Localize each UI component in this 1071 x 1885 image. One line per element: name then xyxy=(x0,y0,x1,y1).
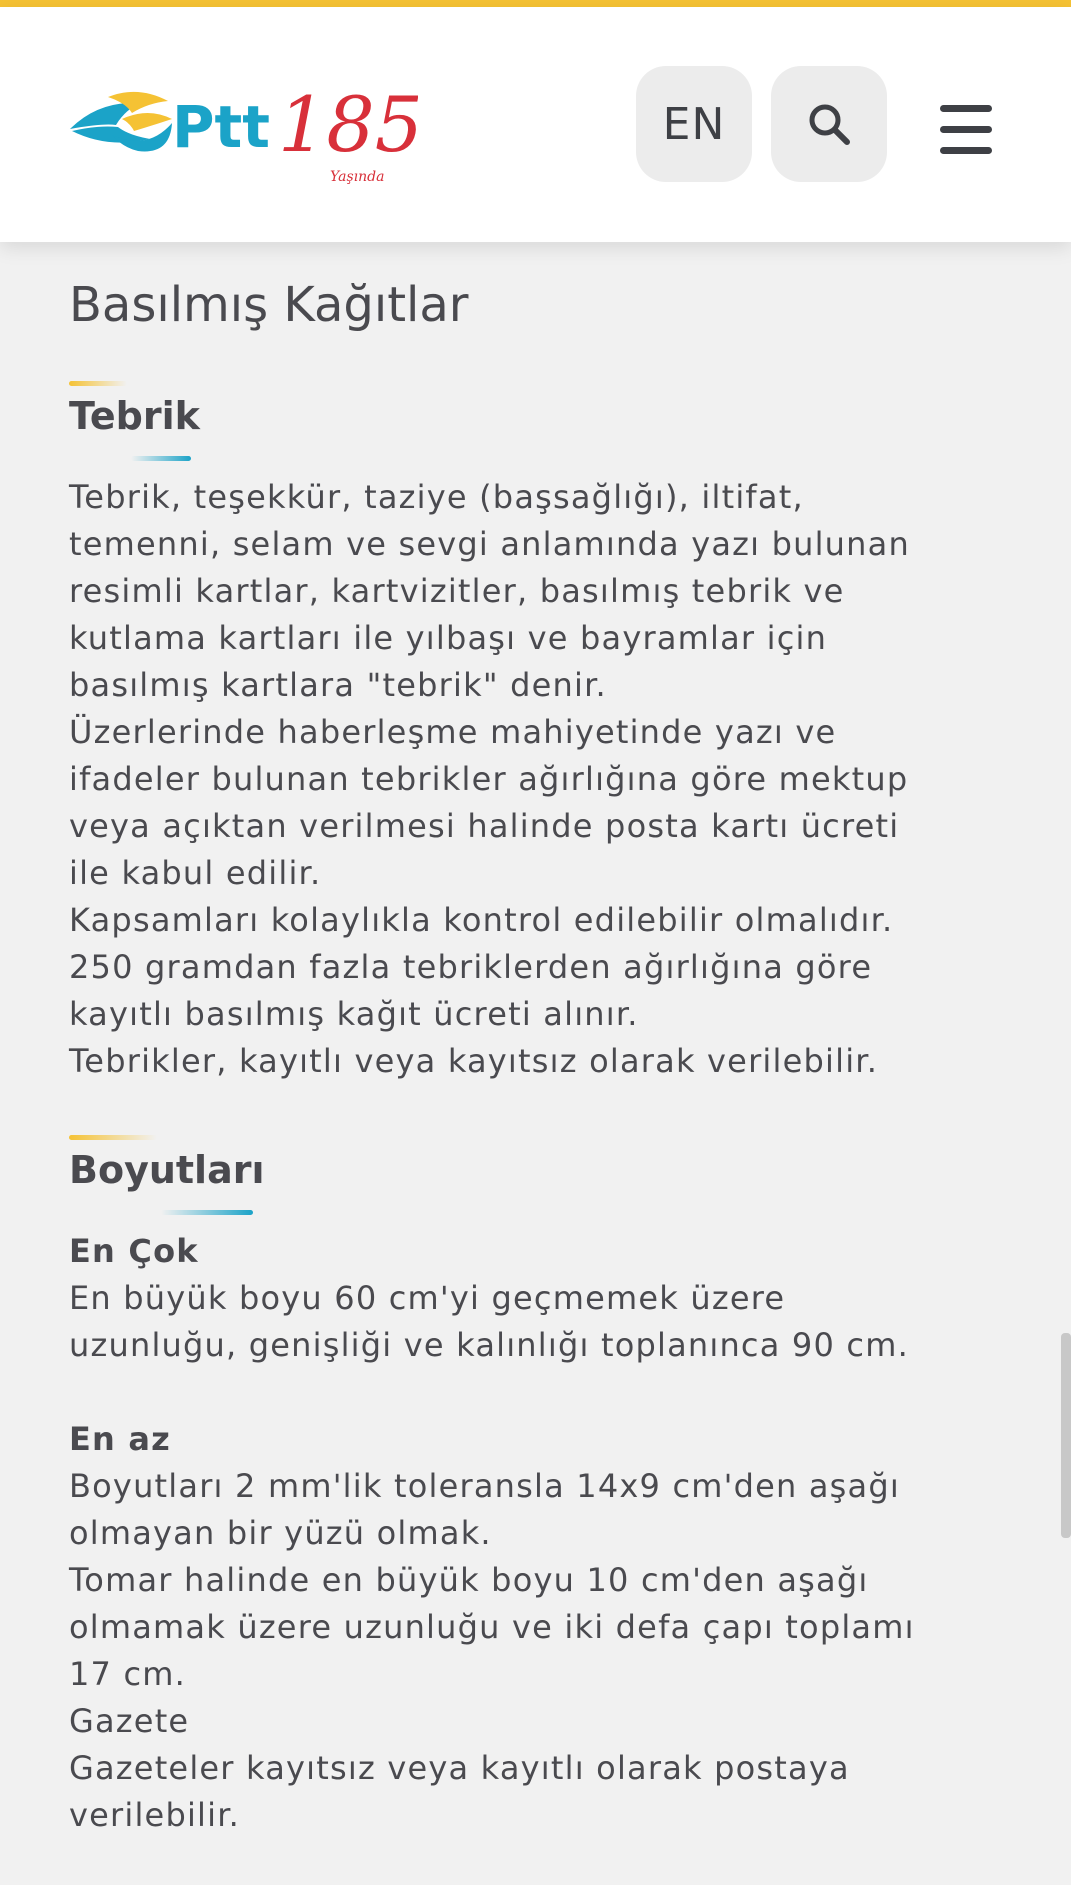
logo-number: 185 xyxy=(278,80,418,169)
logo-text: Ptt xyxy=(172,93,270,161)
text-line: olmamak üzere uzunluğu ve iki defa çapı toplamı xyxy=(69,1608,915,1646)
text-line: Kapsamları kolaylıkla kontrol edilebilir olmalıdır. xyxy=(69,901,894,939)
section-body-boyutlari xyxy=(69,1228,915,1839)
section-accent-bottom xyxy=(131,456,191,461)
search-icon xyxy=(807,102,851,146)
text-line: Tebrikler, kayıtlı veya kayıtsız olarak verilebilir. xyxy=(69,1042,879,1080)
text-line: Tebrik, teşekkür, taziye (başsağlığı), iltifat, xyxy=(69,478,804,516)
language-label: EN xyxy=(662,98,726,150)
logo-subtext: Yaşında xyxy=(330,169,385,185)
text-line: basılmış kartlara "tebrik" denir. xyxy=(69,666,607,704)
language-button[interactable] xyxy=(636,66,752,182)
text-line: kayıtlı basılmış kağıt ücreti alınır. xyxy=(69,995,639,1033)
text-line: uzunluğu, genişliği ve kalınlığı toplanınca 90 cm. xyxy=(69,1326,909,1364)
page-title: Basılmış Kağıtlar xyxy=(69,277,469,333)
search-button[interactable] xyxy=(771,66,887,182)
top-accent-bar xyxy=(0,0,1071,7)
text-line: En büyük boyu 60 cm'yi geçmemek üzere xyxy=(69,1279,786,1317)
spacer xyxy=(69,1369,915,1416)
text-line: Üzerlerinde haberleşme mahiyetinde yazı ve xyxy=(69,713,837,751)
text-line: resimli kartlar, kartvizitler, basılmış tebrik ve xyxy=(69,572,845,610)
text-line: ile kabul edilir. xyxy=(69,854,322,892)
text-line: verilebilir. xyxy=(69,1796,241,1834)
text-line: temenni, selam ve sevgi anlamında yazı bulunan xyxy=(69,525,910,563)
text-line: Gazete xyxy=(69,1702,190,1740)
text-line: Gazeteler kayıtsız veya kayıtlı olarak postaya xyxy=(69,1749,850,1787)
text-line: kutlama kartları ile yılbaşı ve bayramlar için xyxy=(69,619,828,657)
text-line: Boyutları 2 mm'lik toleransla 14x9 cm'den aşağı xyxy=(69,1467,900,1505)
scrollbar[interactable] xyxy=(1061,1333,1071,1538)
site-header xyxy=(0,7,1071,242)
section-title-boyutlari: Boyutları xyxy=(69,1148,265,1192)
text-line: 17 cm. xyxy=(69,1655,187,1693)
subsection-title-min: En az xyxy=(69,1420,171,1458)
ptt-logo[interactable] xyxy=(68,79,418,189)
section-accent-top xyxy=(69,381,127,386)
text-line: 250 gramdan fazla tebriklerden ağırlığına göre xyxy=(69,948,873,986)
subsection-title-max: En Çok xyxy=(69,1232,199,1270)
text-line: veya açıktan verilmesi halinde posta kartı ücreti xyxy=(69,807,900,845)
section-accent-bottom xyxy=(161,1210,253,1215)
hamburger-menu-icon[interactable] xyxy=(940,105,996,155)
text-line: ifadeler bulunan tebrikler ağırlığına göre mektup xyxy=(69,760,909,798)
text-line: olmayan bir yüzü olmak. xyxy=(69,1514,492,1552)
section-accent-top xyxy=(69,1135,157,1140)
section-title-tebrik: Tebrik xyxy=(69,394,200,438)
section-body-tebrik xyxy=(69,474,910,1085)
text-line: Tomar halinde en büyük boyu 10 cm'den aşağı xyxy=(69,1561,869,1599)
